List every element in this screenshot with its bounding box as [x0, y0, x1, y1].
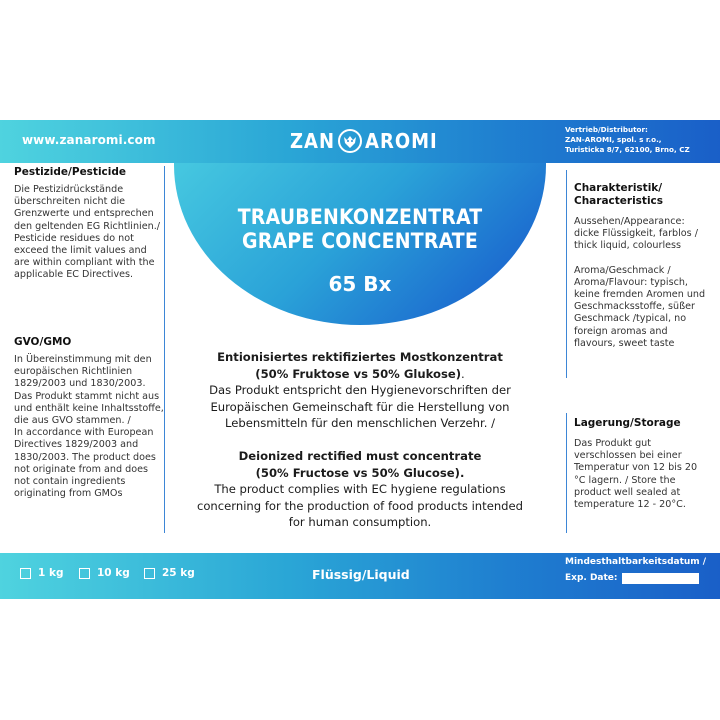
- characteristics-heading: Charakteristik/ Characteristics: [574, 182, 664, 207]
- storage-section: [566, 413, 711, 533]
- product-title-de: TRAUBENKONZENTRAT: [237, 205, 483, 229]
- weight-label: 1 kg: [38, 567, 64, 579]
- distributor-line: ZAN-AROMI, spol. s r.o.,: [565, 135, 662, 144]
- description-en: [195, 448, 525, 531]
- weight-label: 25 kg: [162, 567, 195, 579]
- gmo-text: [14, 354, 164, 500]
- description-de: [195, 349, 525, 432]
- gmo-text-en: In accordance with European Directives 1829/2003 and 1830/2003. The product does not originate from and does not contain ingredients originating from GMOs: [14, 427, 156, 500]
- exp-date-label: Exp. Date:: [565, 573, 618, 583]
- weight-option-1kg[interactable]: [20, 567, 63, 579]
- header-bar: [0, 120, 720, 163]
- checkbox[interactable]: [144, 568, 155, 579]
- desc-de-bold-2: (50% Fruktose vs 50% Glukose): [255, 366, 462, 381]
- exp-date-field[interactable]: [622, 573, 699, 584]
- aroma-text: Aroma/Geschmack / Aroma/Flavour: typisch, keine fremden Aromen und Geschmacksstoffe, süßer Geschmack /typical, no foreign aromas and flavours, sweet taste: [574, 264, 706, 349]
- appearance-text: Aussehen/Appearance: dicke Flüssigkeit, farblos / thick liquid, colourless: [574, 216, 698, 252]
- desc-en-text: The product complies with EC hygiene regulations concerning for the production of food products intended for human consumption.: [196, 482, 524, 529]
- logo-text-left: ZAN: [290, 129, 336, 153]
- weight-option-25kg[interactable]: [144, 567, 195, 579]
- checkbox[interactable]: [79, 568, 90, 579]
- best-before-label: Mindesthaltbarkeitsdatum /: [565, 557, 707, 567]
- desc-de-bold-1: Entionisiertes rektifiziertes Mostkonzentrat: [217, 350, 503, 364]
- logo-text-right: AROMI: [365, 129, 438, 153]
- wolf-head-icon: [337, 128, 363, 154]
- footer-bar: [0, 553, 720, 599]
- storage-heading: Lagerung/Storage: [574, 417, 681, 429]
- gmo-text-de: In Übereinstimmung mit den europäischen Richtlinien 1829/2003 und 1830/2003. Das Produkt stammt nicht aus und enthält keine Inhaltsstoffe, die aus GVO stammen. /: [14, 354, 164, 427]
- gmo-heading: GVO/GMO: [14, 336, 72, 348]
- pesticides-text-de: Die Pestizidrückstände überschreiten nicht die Grenzwerte und entsprechen den geltenden EG Richtlinien./: [14, 184, 160, 232]
- product-title-en: GRAPE CONCENTRATE: [242, 229, 478, 253]
- brix-value: 65 Bx: [328, 272, 392, 296]
- desc-de-text: Das Produkt entspricht den Hygienevorschriften der Europäischen Gemeinschaft für die Herstellung von Lebensmitteln für den menschlichen Verzehr. /: [209, 383, 511, 430]
- desc-de-dot: .: [461, 366, 465, 381]
- pesticides-heading: Pestizide/Pesticide: [14, 166, 127, 178]
- distributor-info: [565, 125, 715, 155]
- desc-en-bold-2: (50% Fructose vs 50% Glucose).: [255, 465, 465, 480]
- website-link[interactable]: www.zanaromi.com: [22, 133, 156, 147]
- desc-en-bold-1: Deionized rectified must concentrate: [238, 449, 482, 463]
- product-state: Flüssig/Liquid: [312, 567, 410, 582]
- characteristics-section: [566, 170, 711, 378]
- distributor-line: Turisticka 8/7, 62100, Brno, CZ: [565, 145, 690, 154]
- weight-option-10kg[interactable]: [79, 567, 130, 579]
- brand-logo: [290, 128, 438, 154]
- distributor-line: Vertrieb/Distributor:: [565, 125, 648, 134]
- checkbox[interactable]: [20, 568, 31, 579]
- weight-label: 10 kg: [97, 567, 130, 579]
- pesticides-text-en: Pesticide residues do not exceed the limit values and are within compliant with the applicable EC Directives.: [14, 232, 155, 281]
- storage-text: Das Produkt gut verschlossen bei einer Temperatur von 12 bis 20 °C lagern. / Store the product well sealed at temperature 12 - 20°C.: [574, 438, 698, 511]
- gmo-section: [14, 336, 164, 500]
